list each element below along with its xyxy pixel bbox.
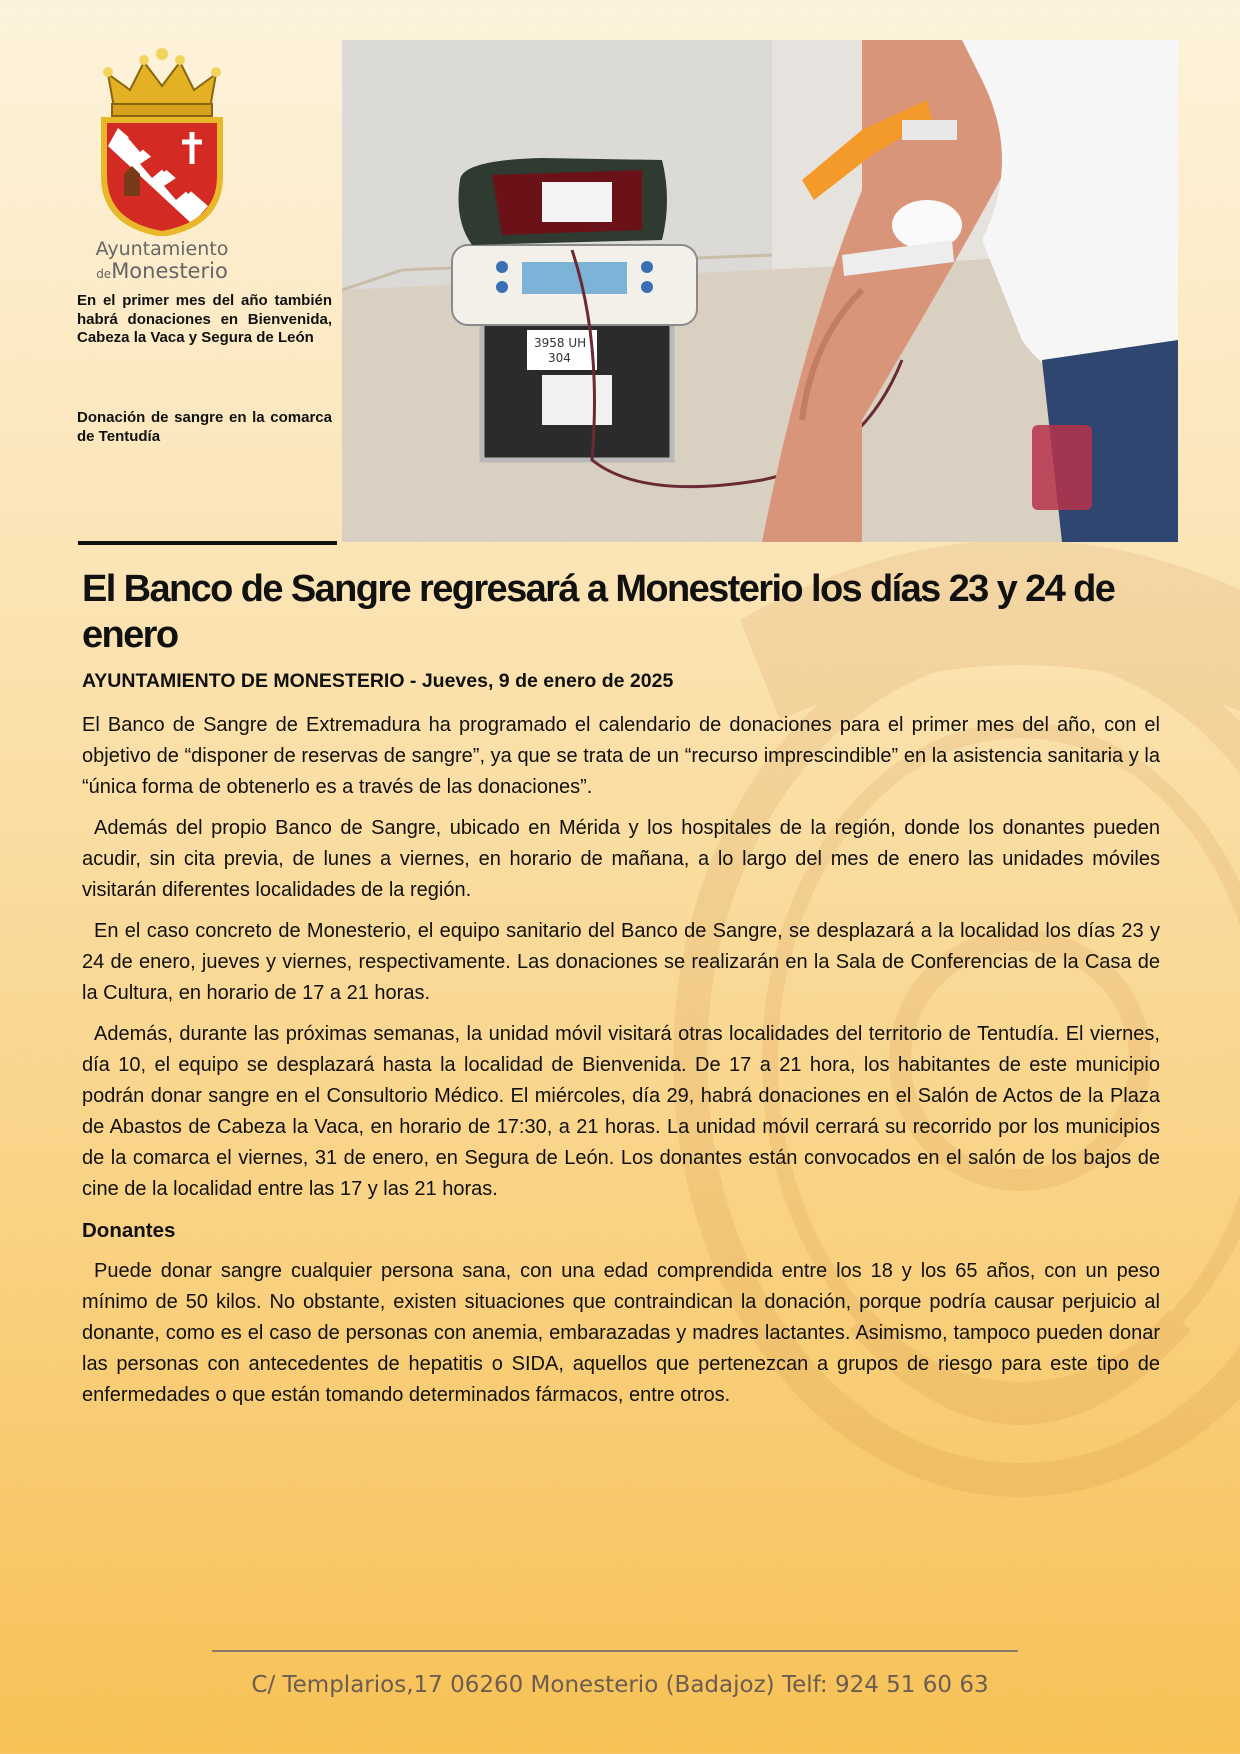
sidebar-note-section: Donación de sangre en la comarca de Tentudía [77,409,332,445]
footer-divider [212,1650,1018,1652]
article-paragraph: Además, durante las próximas semanas, la unidad móvil visitará otras localidades del territorio de Tentudía. El viernes, día 10, el equipo se desplazará hasta la localidad de Bienvenida. De 17 a 21 hora, los habitantes de este municipio podrán donar sangre en el Consultorio Médico. El miércoles, día 29, habrá donaciones en el Salón de Actos de la Plaza de Abastos de Cabeza la Vaca, en horario de 17:30, a 21 horas. La unidad móvil cerrará su recorrido por los municipios de la comarca el viernes, 31 de enero, en Segura de León. Los donantes están convocados en el salón de los bajos de cine de la localidad entre las 17 y las 21 horas. [82,1023,1160,1200]
article-paragraph: Además del propio Banco de Sangre, ubicado en Mérida y los hospitales de la región, donde los donantes pueden acudir, sin cita previa, de lunes a viernes, en horario de mañana, a lo largo del mes de enero las unidades móviles visitarán diferentes localidades de la región. [82,817,1160,901]
article-paragraph: En el caso concreto de Monesterio, el equipo sanitario del Banco de Sangre, se desplazará a la localidad los días 23 y 24 de enero, jueves y viernes, respectivamente. Las donaciones se realizarán en la Sala de Conferencias de la Casa de la Cultura, en horario de 17 a 21 horas. [82,920,1160,1004]
article-headline: El Banco de Sangre regresará a Monesterio los días 23 y 24 de enero [82,568,1115,656]
blood-donation-photo [342,40,1178,542]
article-paragraph: Puede donar sangre cualquier persona sana, con una edad comprendida entre los 18 y los 65 años, con un peso mínimo de 50 kilos. No obstante, existen situaciones que contraindican la donación, porque podría causar perjuicio al donante, como es el caso de personas con anemia, embarazadas y madres lactantes. Asimismo, tampoco pueden donar las personas con antecedentes de hepatitis o SIDA, aquellos que pertenezcan a grupos de riesgo para este tipo de enfermedades o que están tomando determinados fármacos, entre otros. [82,1260,1160,1406]
footer-address: C/ Templarios,17 06260 Monesterio (Badajoz) Telf: 924 51 60 63 [251,1672,989,1698]
article-paragraph: El Banco de Sangre de Extremadura ha programado el calendario de donaciones para el primer mes del año, con el objetivo de “disponer de reservas de sangre”, ya que se trata de un “recurso imprescindible” en la asistencia sanitaria y la “única forma de obtenerlo es a través de las donaciones”. [82,714,1160,798]
coat-of-arms-icon [88,46,236,236]
article-byline: AYUNTAMIENTO DE MONESTERIO - Jueves, 9 de enero de 2025 [82,670,674,692]
logo-name-line2 [88,260,236,285]
logo-name-town: Monesterio [111,259,228,283]
photo-label-line2: 304 [548,351,571,365]
article-photo [342,40,1178,542]
logo-name-line1: Ayuntamiento [95,238,229,260]
town-hall-logo [88,46,236,286]
sidebar-divider [78,541,337,545]
logo-name-prefix: de [96,267,112,281]
photo-label-line1: 3958 UH [534,336,587,350]
section-heading-donantes: Donantes [82,1219,176,1242]
sidebar-note-subtitle: En el primer mes del año también habrá donaciones en Bienvenida, Cabeza la Vaca y Segura de León [77,292,332,346]
article-body [82,710,1160,1421]
